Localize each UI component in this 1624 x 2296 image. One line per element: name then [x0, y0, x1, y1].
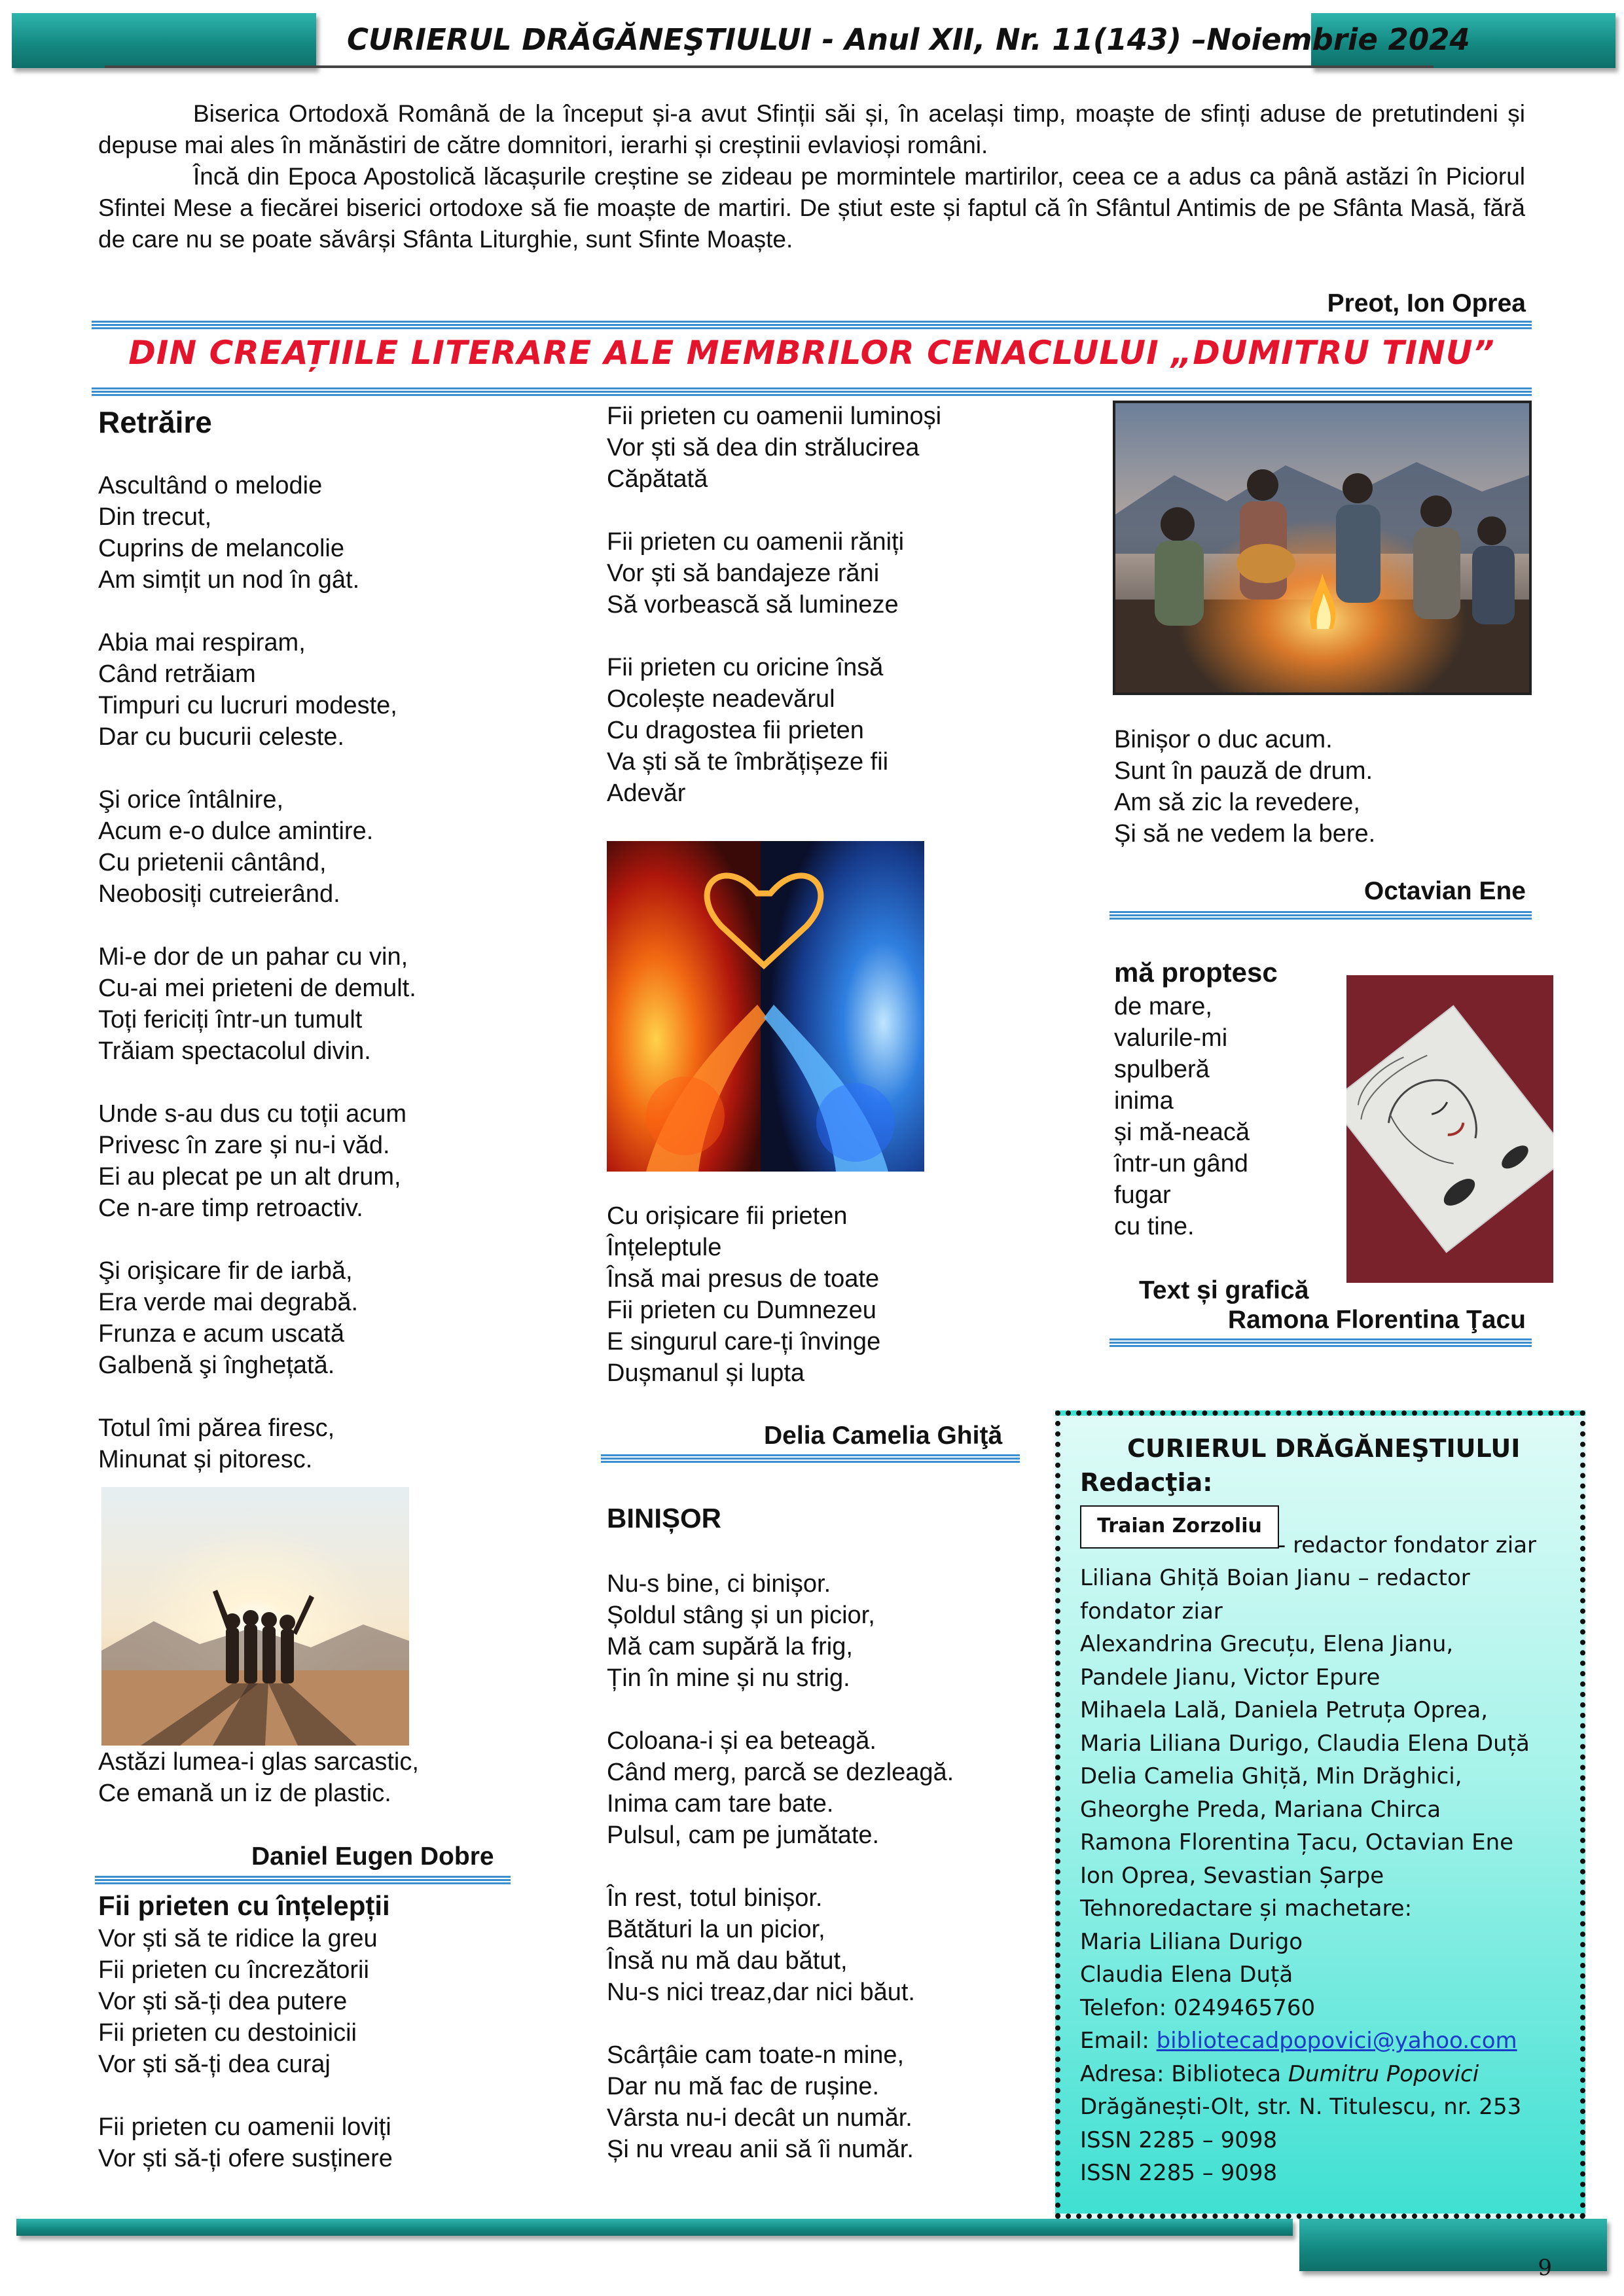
poem-retraire-ending	[98, 1746, 419, 1809]
poem-line: Acum e-o dulce amintire.	[98, 817, 374, 845]
masthead-address-row	[1080, 2058, 1530, 2091]
poem-line: Vor ști să dea din strălucirea	[607, 434, 920, 461]
poem-line: Şi orice întâlnire,	[98, 786, 284, 814]
poem-line: Ocolește neadevărul	[607, 685, 835, 713]
masthead-line: Delia Camelia Ghiță, Min Drăghici,	[1080, 1763, 1462, 1789]
masthead-redactia: Redacţia:	[1080, 1468, 1213, 1497]
masthead-email-link[interactable]: bibliotecadpopovici@yahoo.com	[1156, 2028, 1517, 2054]
page-number: 9	[1538, 2255, 1552, 2281]
poem-retraire-stanzas	[98, 470, 416, 1475]
poem-binisor-author: Octavian Ene	[1363, 877, 1526, 905]
poem-line: Cuprins de melancolie	[98, 535, 344, 562]
section-title: DIN CREAȚIILE LITERARE ALE MEMBRILOR CENACLULUI „DUMITRU TINU”	[128, 334, 1495, 372]
poem-retraire-title: Retrăire	[98, 405, 212, 439]
poem-proptesc-title: mă proptesc	[1114, 957, 1278, 988]
poem-line: Inima cam tare bate.	[607, 1790, 834, 1818]
column2-rule	[601, 1454, 1020, 1463]
article-paragraph-1: Biserica Ortodoxă Română de la început și-a avut Sfinții săi și, în același timp, moaște de sfinți aduse de pretutindeni și depuse mai ales în mănăstiri de către domnitori, ierarhi și creștinii evlavioși români.	[98, 100, 1525, 158]
poem-line: Vârsta nu-i decât un număr.	[607, 2104, 912, 2132]
poem-line: În rest, totul binișor.	[607, 1884, 823, 1912]
article-body	[98, 98, 1525, 255]
poem-line: Vor ști să bandajeze răni	[607, 560, 880, 587]
poem-binisor-ending	[1114, 724, 1375, 850]
masthead-founder-role: - redactor fondator ziar	[1278, 1532, 1537, 1558]
poem-line: Șoldul stâng și un picior,	[607, 1602, 875, 1629]
column3-rule-1	[1110, 911, 1532, 920]
poem-line: Dușmanul și lupta	[607, 1359, 805, 1387]
poem-line: Din trecut,	[98, 503, 212, 531]
masthead-line: Alexandrina Grecuțu, Elena Jianu,	[1080, 1631, 1454, 1657]
masthead-staff	[1080, 1562, 1530, 2190]
column3-rule-2	[1110, 1338, 1532, 1348]
fire-hands-heart-image	[607, 841, 924, 1172]
poem-line: valurile-mi	[1114, 1024, 1228, 1052]
poem-line: Frunza e acum uscată	[98, 1320, 344, 1348]
poem-line: și mă-neacă	[1114, 1119, 1250, 1146]
poem-line: Căpătată	[607, 465, 708, 493]
poem-line: Ascultând o melodie	[98, 472, 323, 499]
poem-line: Cu prietenii cântând,	[98, 849, 327, 876]
poem-line: Abia mai respiram,	[98, 629, 306, 656]
poem-line: Vor ști să te ridice la greu	[98, 1925, 378, 1952]
poem-line: Scârțâie cam toate-n mine,	[607, 2041, 905, 2069]
poem-line: spulberă	[1114, 1056, 1210, 1083]
article-paragraph-2: Încă din Epoca Apostolică lăcașurile creștine se zideau pe mormintele martirilor, ceea ce a adus ca până astăzi în Piciorul Sfintei Mese a fiecărei biserici ortodoxe să fie moaște de martiri. De știut este și faptul că în Sfântul Antimis de pe Sfânta Masă, fără de care nu se poate săvârși Sfânta Liturghie, sunt Sfinte Moaște.	[98, 163, 1525, 253]
poem-prieten-author: Delia Camelia Ghiţă	[764, 1422, 1003, 1450]
poem-line: Fii prieten cu oamenii loviți	[98, 2113, 391, 2141]
masthead-line: Mihaela Lală, Daniela Petruța Oprea,	[1080, 1697, 1489, 1723]
poem-line: Fii prieten cu Dumnezeu	[607, 1297, 876, 1324]
poem-line: Va ști să te îmbrățișeze fii	[607, 748, 889, 776]
poem-line: Galbenă şi înghețată.	[98, 1352, 335, 1379]
poem-line: Să vorbească să lumineze	[607, 591, 899, 619]
masthead-line: Ion Oprea, Sevastian Șarpe	[1080, 1862, 1384, 1889]
poem-binisor-title: BINIȘOR	[607, 1503, 722, 1534]
poem-line: Privesc în zare și nu-i văd.	[98, 1132, 390, 1159]
masthead-line: Maria Liliana Durigo	[1080, 1928, 1303, 1955]
masthead-line: Tehnoredactare și machetare:	[1080, 1895, 1413, 1922]
poem-line: Fii prieten cu oamenii luminoși	[607, 403, 942, 430]
poem-line: Unde s-au dus cu toții acum	[98, 1100, 407, 1128]
poem-line: Vor ști să-ți dea curaj	[98, 2051, 331, 2078]
poem-line: fugar	[1114, 1181, 1171, 1209]
masthead-line: Liliana Ghiță Boian Jianu – redactor	[1080, 1565, 1470, 1591]
poem-line: Fii prieten cu destoinicii	[98, 2019, 357, 2047]
poem-line: Dar nu mă fac de rușine.	[607, 2073, 880, 2100]
section-rule-top	[92, 321, 1532, 330]
column1-rule	[95, 1876, 511, 1885]
poem-line: Am simțit un nod în gât.	[98, 566, 360, 594]
footer-bar-right	[1299, 2219, 1607, 2271]
poem-line: Vor ști să-ți dea putere	[98, 1988, 348, 2015]
poem-line: Nu-s bine, ci binișor.	[607, 1570, 831, 1598]
poem-line: Am să zic la revedere,	[1114, 789, 1360, 816]
masthead-line: Claudia Elena Duță	[1080, 1962, 1293, 1988]
poem-line: Coloana-i și ea beteagă.	[607, 1727, 876, 1755]
poem-line: cu tine.	[1114, 1213, 1195, 1240]
poem-line: Adevăr	[607, 780, 686, 807]
poem-line: Însă nu mă dau bătut,	[607, 1947, 848, 1975]
poem-line: Ce n-are timp retroactiv.	[98, 1194, 363, 1222]
poem-line: Totul îmi părea firesc,	[98, 1414, 335, 1442]
poem-line: de mare,	[1114, 993, 1212, 1020]
masthead-issn-2: ISSN 2285 – 9098	[1080, 2160, 1278, 2186]
masthead-address-prefix: Adresa: Biblioteca	[1080, 2060, 1288, 2087]
friends-sunset-image	[101, 1487, 409, 1746]
poem-line: Fii prieten cu oricine însă	[607, 654, 884, 681]
masthead-address-library: Dumitru Popovici	[1288, 2060, 1479, 2087]
poem-line: Și nu vreau anii să îi număr.	[607, 2136, 914, 2163]
masthead-line: Gheorghe Preda, Mariana Chirca	[1080, 1796, 1441, 1823]
masthead-issn-1: ISSN 2285 – 9098	[1080, 2126, 1278, 2153]
poem-line: Dar cu bucurii celeste.	[98, 723, 344, 751]
footer-bar-long	[16, 2219, 1293, 2236]
poem-line: Înțeleptule	[607, 1234, 722, 1261]
poem-line: Sunt în pauză de drum.	[1114, 757, 1373, 785]
masthead-line: Pandele Jianu, Victor Epure	[1080, 1664, 1380, 1691]
masthead-email-label: Email:	[1080, 2028, 1157, 2054]
poem-retraire-author: Daniel Eugen Dobre	[251, 1842, 494, 1871]
header-left-bar	[12, 13, 316, 68]
poem-proptesc-lines	[1114, 991, 1250, 1242]
poem-line: Trăiam spectacolul divin.	[98, 1037, 371, 1065]
poem-line: Mă cam supără la frig,	[607, 1633, 853, 1660]
poem-line: Pulsul, cam pe jumătate.	[607, 1821, 880, 1849]
poem-line: Însă mai presus de toate	[607, 1265, 880, 1293]
article-author: Preot, Ion Oprea	[1327, 289, 1526, 317]
poem-line: Ei au plecat pe un alt drum,	[98, 1163, 401, 1191]
poem-line: Ce emană un iz de plastic.	[98, 1780, 391, 1807]
poem-line: Vor ști să-ți ofere susținere	[98, 2145, 393, 2172]
masthead-address-line2: Drăgănești-Olt, str. N. Titulescu, nr. 253	[1080, 2094, 1522, 2120]
poem-line: Țin în mine și nu strig.	[607, 1664, 850, 1692]
poem-prieten-title: Fii prieten cu înțelepții	[98, 1890, 390, 1921]
masthead-title: CURIERUL DRĂGĂNEŞTIULUI	[1127, 1434, 1521, 1463]
proptesc-credit-2: Ramona Florentina Ţacu	[1227, 1306, 1526, 1334]
poem-line: Minunat și pitoresc.	[98, 1446, 313, 1473]
poem-prieten-col1	[98, 1923, 393, 2174]
poem-line: Şi orişicare fir de iarbă,	[98, 1257, 353, 1285]
sketch-drawing-image	[1346, 975, 1553, 1283]
masthead-founder-box: Traian Zorzoliu	[1080, 1505, 1279, 1549]
poem-line: E singurul care-ți învinge	[607, 1328, 881, 1355]
campfire-friends-image	[1113, 401, 1532, 695]
poem-line: Binișor o duc acum.	[1114, 726, 1333, 753]
poem-line: Și să ne vedem la bere.	[1114, 820, 1376, 848]
poem-line: Cu-ai mei prieteni de demult.	[98, 975, 416, 1002]
proptesc-credit-1: Text și grafică	[1139, 1276, 1309, 1304]
poem-line: Nu-s nici treaz,dar nici băut.	[607, 1979, 915, 2006]
poem-line: Neobosiți cutreierând.	[98, 880, 340, 908]
poem-line: Cu dragostea fii prieten	[607, 717, 864, 744]
poem-line: Când merg, parcă se dezleagă.	[607, 1759, 954, 1786]
poem-line: Timpuri cu lucruri modeste,	[98, 692, 397, 719]
masthead-email-row	[1080, 2024, 1530, 2058]
section-rule-bottom	[92, 387, 1532, 397]
poem-prieten-col2	[607, 401, 941, 809]
poem-line: Era verde mai degrabă.	[98, 1289, 359, 1316]
masthead-line: Maria Liliana Durigo, Claudia Elena Duță	[1080, 1730, 1530, 1757]
poem-line: Toți fericiți într-un tumult	[98, 1006, 363, 1033]
poem-line: într-un gând	[1114, 1150, 1248, 1177]
masthead-line: fondator ziar	[1080, 1598, 1223, 1624]
poem-line: Fii prieten cu încrezătorii	[98, 1956, 369, 1984]
header-underline	[105, 65, 1434, 68]
poem-line: Mi-e dor de un pahar cu vin,	[98, 943, 408, 971]
poem-line: Astăzi lumea-i glas sarcastic,	[98, 1748, 419, 1776]
masthead-line: Ramona Florentina Țacu, Octavian Ene	[1080, 1829, 1514, 1856]
masthead-line: Telefon: 0249465760	[1080, 1994, 1316, 2021]
poem-binisor-stanzas	[607, 1568, 954, 2165]
poem-line: Cu orișicare fii prieten	[607, 1202, 848, 1230]
newspaper-header-title: CURIERUL DRĂGĂNEŞTIULUI - Anul XII, Nr. 11(143) –Noiembrie 2024	[347, 22, 1470, 57]
poem-prieten-col2-ending	[607, 1200, 880, 1389]
poem-line: Bătături la un picior,	[607, 1916, 825, 1943]
poem-line: Când retrăiam	[98, 660, 256, 688]
poem-line: Fii prieten cu oamenii răniți	[607, 528, 905, 556]
poem-line: inima	[1114, 1087, 1174, 1115]
